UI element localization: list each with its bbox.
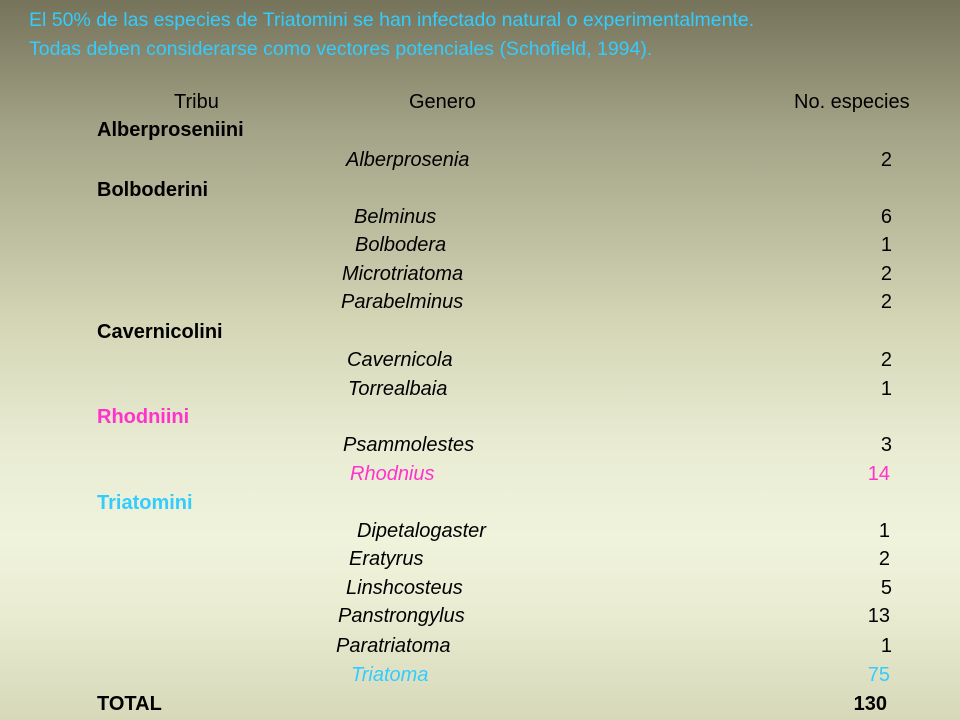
genus-name: Dipetalogaster <box>357 520 486 542</box>
genus-name: Parabelminus <box>341 291 464 313</box>
header-no-especies: No. especies <box>794 91 910 113</box>
species-count: 2 <box>880 291 892 313</box>
species-count: 2 <box>878 548 890 570</box>
species-count: 1 <box>880 378 892 400</box>
species-count: 14 <box>867 463 890 485</box>
header-genero: Genero <box>409 91 476 113</box>
tribe-cavernicolini: Cavernicolini <box>97 321 223 343</box>
header-tribu: Tribu <box>174 91 219 113</box>
genus-name: Cavernicola <box>347 349 453 371</box>
genus-name: Panstrongylus <box>338 605 465 627</box>
intro-line-2: Todas deben considerarse como vectores potenciales (Schofield, 1994). <box>29 38 653 60</box>
species-count: 2 <box>880 349 892 371</box>
total-value: 130 <box>853 693 887 715</box>
species-count: 2 <box>880 149 892 171</box>
genus-name: Paratriatoma <box>336 635 451 657</box>
intro-line-1: El 50% de las especies de Triatomini se han infectado natural o experimentalmente. <box>29 9 755 31</box>
genus-name: Microtriatoma <box>342 263 464 285</box>
genus-name: Bolbodera <box>355 234 447 256</box>
tribe-alberproseniini: Alberproseniini <box>97 119 244 141</box>
total-label: TOTAL <box>97 693 162 715</box>
species-count: 13 <box>867 605 890 627</box>
genus-name: Psammolestes <box>343 434 475 456</box>
species-count: 1 <box>880 234 892 256</box>
genus-name: Eratyrus <box>349 548 424 570</box>
tribe-bolboderini: Bolboderini <box>97 179 209 201</box>
species-count: 5 <box>880 577 892 599</box>
species-count: 3 <box>880 434 892 456</box>
genus-name: Torrealbaia <box>348 378 448 400</box>
genus-name: Rhodnius <box>350 463 435 485</box>
species-count: 1 <box>878 520 890 542</box>
tribe-triatomini: Triatomini <box>97 492 193 514</box>
intro-text <box>29 6 949 64</box>
species-count: 75 <box>867 664 890 686</box>
genus-name: Triatoma <box>351 664 429 686</box>
genus-name: Belminus <box>354 206 437 228</box>
tribe-rhodniini: Rhodniini <box>97 406 190 428</box>
genus-name: Linshcosteus <box>346 577 463 599</box>
genus-name: Alberprosenia <box>346 149 470 171</box>
species-count: 2 <box>880 263 892 285</box>
species-count: 6 <box>880 206 892 228</box>
species-count: 1 <box>880 635 892 657</box>
